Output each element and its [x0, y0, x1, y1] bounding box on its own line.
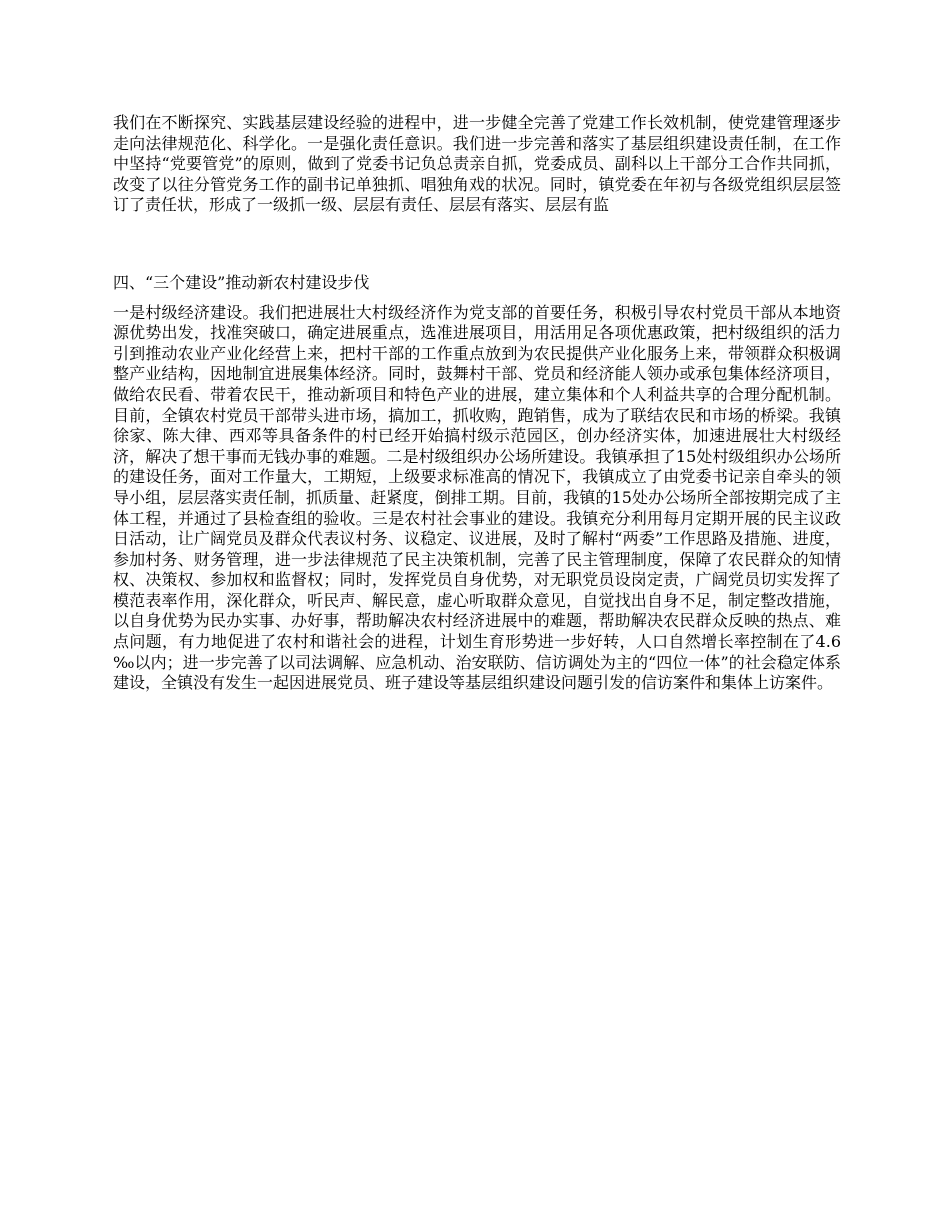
document-page: [113, 113, 841, 694]
section-heading-three-constructions: 四、“三个建设”推动新农村建设步伐: [113, 272, 370, 292]
paragraph-responsibility-system: 我们在不断探究、实践基层建设经验的进程中，进一步健全完善了党建工作长效机制，使党建管理逐步走向法律规范化、科学化。一是强化责任意识。我们进一步完善和落实了基层组织建设责任制，在工作中坚持“党要管党”的原则，做到了党委书记负总责亲自抓，党委成员、副科以上干部分工合作共同抓，改变了以往分管党务工作的副书记单独抓、唱独角戏的状况。同时，镇党委在年初与各级党组织层层签订了责任状，形成了一级抓一级、层层有责任、层层有落实、层层有监: [113, 113, 841, 215]
section-spacer: [113, 216, 841, 273]
paragraph-three-constructions: 一是村级经济建设。我们把进展壮大村级经济作为党支部的首要任务，积极引导农村党员干部从本地资源优势出发，找准突破口，确定进展重点，选准进展项目，用活用足各项优惠政策，把村级组织的活力引到推动农业产业化经营上来，把村干部的工作重点放到为农民提供产业化服务上来，带领群众积极调整产业结构，因地制宜进展集体经济。同时，鼓舞村干部、党员和经济能人领办或承包集体经济项目，做给农民看、带着农民干，推动新项目和特色产业的进展，建立集体和个人利益共享的合理分配机制。目前，全镇农村党员干部带头进市场，搞加工，抓收购，跑销售，成为了联结农民和市场的桥梁。我镇徐家、陈大律、西邓等具备条件的村已经开始搞村级示范园区，创办经济实体，加速进展壮大村级经济，解决了想干事而无钱办事的难题。二是村级组织办公场所建设。我镇承担了15处村级组织办公场所的建设任务，面对工作量大，工期短，上级要求标准高的情况下，我镇成立了由党委书记亲自牵头的领导小组，层层落实责任制，抓质量、赶紧度，倒排工期。目前，我镇的15处办公场所全部按期完成了主体工程，并通过了县检查组的验收。三是农村社会事业的建设。我镇充分利用每月定期开展的民主议政日活动，让广阔党员及群众代表议村务、议稳定、议进展，及时了解村“两委”工作思路及措施、进度，参加村务、财务管理，进一步法律规范了民主决策机制，完善了民主管理制度，保障了农民群众的知情权、决策权、参加权和监督权；同时，发挥党员自身优势，对无职党员设岗定责，广阔党员切实发挥了模范表率作用，深化群众，听民声、解民意，虚心听取群众意见，自觉找出自身不足，制定整改措施，以自身优势为民办实事、办好事，帮助解决农村经济进展中的难题，帮助解决农民群众反映的热点、难点问题，有力地促进了农村和谐社会的进程，计划生育形势进一步好转，人口自然增长率控制在了4.6 ‰以内；进一步完善了以司法调解、应急机动、治安联防、信访调处为主的“四位一体”的社会稳定体系建设，全镇没有发生一起因进展党员、班子建设等基层组织建设问题引发的信访案件和集体上访案件。: [113, 302, 841, 693]
